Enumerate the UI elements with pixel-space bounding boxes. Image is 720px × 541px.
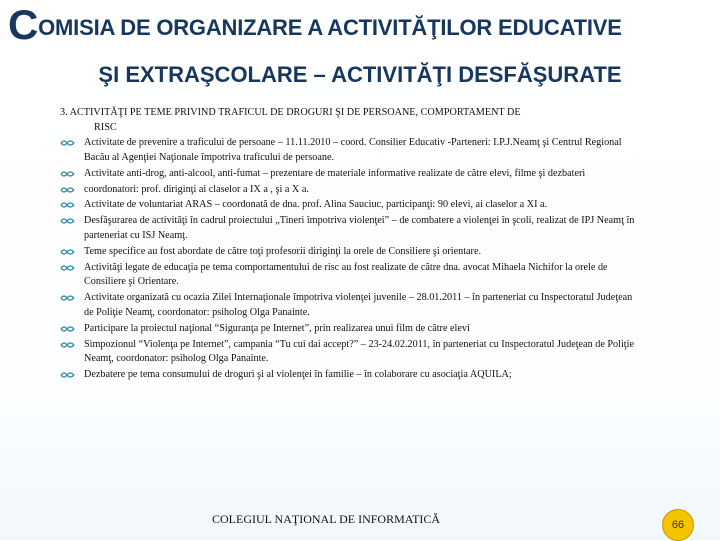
list-item — [60, 261, 640, 290]
list-item-text: Desfăşurarea de activităţi în cadrul proiectului „Tineri împotriva violenţei” – de combatere a violenţei în şcoli, realizat de IPJ Neamţ în parteneriat cu ISJ Neamţ. — [84, 215, 635, 241]
flower-bullet-icon — [60, 368, 76, 382]
page-number-badge: 66 — [662, 509, 694, 541]
flower-bullet-icon — [60, 214, 76, 228]
flower-bullet-icon — [60, 322, 76, 336]
list-item — [60, 322, 640, 337]
list-item — [60, 183, 640, 198]
list-item — [60, 136, 640, 165]
title-line-2: ŞI EXTRAŞCOLARE – ACTIVITĂŢI DESFĂŞURATE — [98, 62, 622, 87]
title-line-1 — [8, 1, 622, 48]
section-heading-line-2: RISC — [94, 121, 117, 133]
list-item-text: Teme specifice au fost abordate de către toţi profesorii diriginţi la orele de Consiliere şi orientare. — [84, 245, 482, 257]
list-item — [60, 291, 640, 320]
flower-bullet-icon — [60, 261, 76, 275]
section-heading — [60, 106, 640, 135]
list-item-text: Dezbatere pe tema consumului de droguri şi al violenţei în familie – în colaborare cu asociaţia AQUILA; — [84, 369, 512, 381]
flower-bullet-icon — [60, 291, 76, 305]
list-item-text: Activitate de voluntariat ARAS – coordonată de dna. prof. Alina Sauciuc, participanţi: 90 elevi, ai claselor a XI a. — [84, 199, 548, 211]
flower-bullet-icon — [60, 183, 76, 197]
list-item-text: coordonatori: prof. diriginţi ai claselor a IX a , şi a X a. — [84, 183, 309, 195]
list-item-text: Activitate anti-drog, anti-alcool, anti-fumat – prezentare de materiale informative realizate de către elevi, filme şi dezbateri — [84, 167, 586, 179]
list-item — [60, 368, 640, 383]
list-item — [60, 198, 640, 213]
title-first-letter: C — [8, 1, 39, 48]
flower-bullet-icon — [60, 167, 76, 181]
list-item-text: Activităţi legate de educaţia pe tema comportamentului de risc au fost realizate de către dna. avocat Mihaela Nichifor la orele de Consiliere şi Orientare. — [84, 261, 608, 288]
flower-bullet-icon — [60, 136, 76, 150]
flower-bullet-icon — [60, 245, 76, 259]
footer-text: COLEGIUL NAŢIONAL DE INFORMATICĂ — [212, 512, 441, 526]
slide-content — [60, 106, 640, 384]
list-item-text: Participare la proiectul naţional “Siguranţa pe Internet”, prin realizarea unui film de către elevi — [84, 322, 470, 334]
list-item-text: Activitate de prevenire a traficului de persoane – 11.11.2010 – coord. Consilier Educativ -Parteneri: I.P.J.Neamţ şi Centrul Regional Bacău al Agenţiei Naţionale împotriva traficului de persoane. — [84, 137, 622, 163]
list-item-text: Activitate organizată cu ocazia Zilei Internaţionale împotriva violenţei juvenile – 28.01.2011 – în parteneriat cu Inspectoratul Judeţean de Poliţie Neamţ, coordonator: psiholog Olga Panainte. — [84, 292, 633, 318]
activity-list — [60, 136, 640, 382]
section-heading-line-1: 3. ACTIVITĂŢI PE TEME PRIVIND TRAFICUL DE DROGURI ŞI DE PERSOANE, COMPORTAMENT DE — [60, 107, 521, 118]
flower-bullet-icon — [60, 198, 76, 212]
list-item — [60, 338, 640, 367]
title-line-1-rest: OMISIA DE ORGANIZARE A ACTIVITĂŢILOR EDUCATIVE — [38, 15, 622, 40]
list-item — [60, 245, 640, 260]
list-item-text: Simpozionul “Violenţa pe Internet”, campania “Tu cui dai accept?” – 23-24.02.2011, în parteneriat cu Inspectoratul Judeţean de Poliţie Neamţ, coordonator: psiholog Olga Panainte. — [84, 338, 634, 365]
flower-bullet-icon — [60, 338, 76, 352]
list-item — [60, 214, 640, 243]
list-item — [60, 167, 640, 182]
